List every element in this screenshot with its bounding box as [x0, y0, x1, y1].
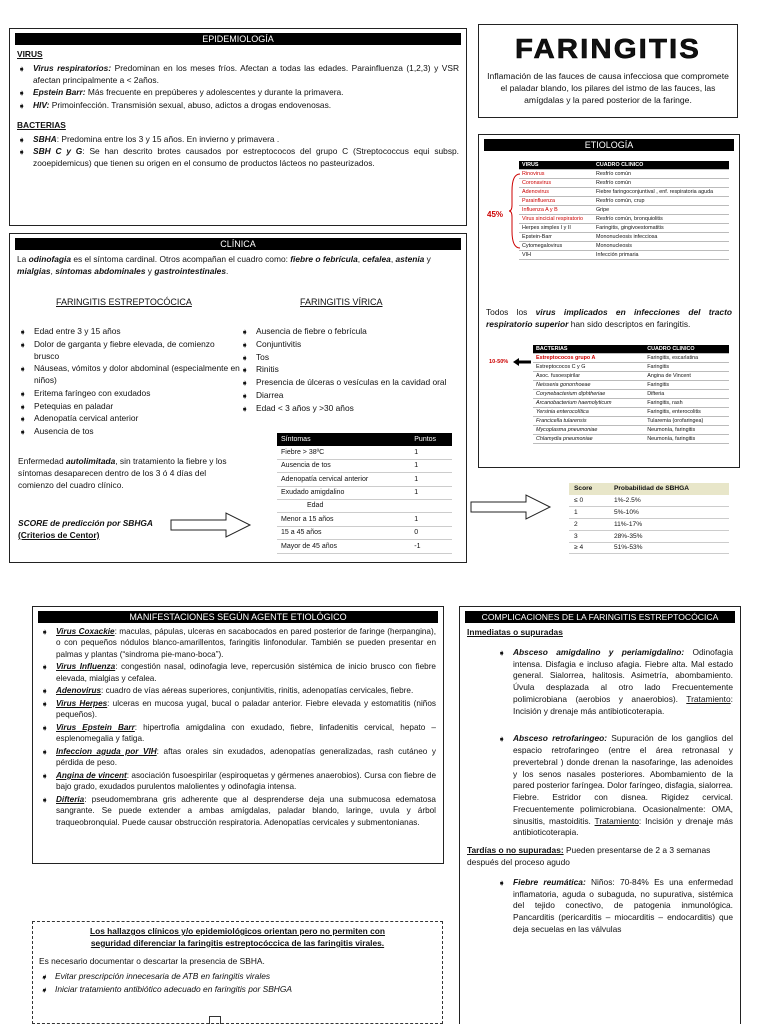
- list-item: [17, 87, 459, 99]
- item-text: Niños: 70-84% Es una enfermedad inflamatoria, aguda o subaguda, no supurativa, sistémica del tejido conectivo, de patogenia inmunológica. Pancarditis (pericarditis – miocarditis – endocarditis) que deja secuelas en las válvulas: [513, 876, 733, 934]
- table-row: [277, 526, 452, 539]
- right-arrow-icon: [170, 512, 252, 538]
- immediate-heading: Inmediatas o supuradas: [467, 627, 563, 637]
- table-row: [277, 500, 452, 513]
- item-text: : Se han descrito brotes causados por estreptococos del grupo C (Streptococcus equi subsp. zooepidemicus) que tienen su origen en el consumo de productos lácteos no pasteurizados.: [33, 146, 459, 169]
- table-cell: Influenza A y B: [519, 206, 593, 215]
- strep-list: [18, 326, 242, 439]
- text-span: Todos los: [486, 307, 536, 317]
- note-list: [39, 971, 436, 996]
- table-cell: -1: [410, 540, 452, 553]
- viral-list: [240, 326, 462, 415]
- item-treatment: Tratamiento: [594, 815, 639, 826]
- list-item: ➧ Dolor de garganta y fiebre elevada, de comienzo brusco: [18, 339, 242, 363]
- item-text: : pseudomembrana gris adherente que al desprenderse deja una submucosa edematosa sangrante. Se puede extender a ambas amígdalas, paladar blando, laringe, uvula y árbol traqueobronquial. Puede causar obstrucción respiratoria. Adenopatías cervicales y submentonianas.: [56, 794, 436, 827]
- text-span: La: [17, 254, 29, 264]
- table-cell: Infección primaria: [593, 251, 729, 260]
- table-cell: 1: [410, 446, 452, 459]
- table-row: [533, 417, 729, 426]
- item-label: Virus respiratorios:: [33, 62, 112, 73]
- table-cell: Arcanobacterium haemolyticum: [533, 399, 644, 408]
- table-cell: Mayor de 45 años: [277, 540, 410, 553]
- list-item: [17, 146, 459, 170]
- table-row: [277, 446, 452, 459]
- table-row: [533, 381, 729, 390]
- item-label: Infeccion aguda por VIH: [56, 746, 157, 756]
- item-label: Virus Herpes: [56, 698, 108, 708]
- prob-body: [569, 495, 729, 554]
- table-cell: Asoc. fusoespirilar: [533, 372, 644, 381]
- virus-percent: 45%: [487, 210, 504, 219]
- list-item: [40, 626, 436, 660]
- list-item: ➧ Evitar prescripción innecesaria de ATB en faringitis virales: [39, 971, 436, 983]
- emphasis-text: astenia: [395, 254, 425, 264]
- table-cell: Neisseria gonorrhoeae: [533, 381, 644, 390]
- bacteria-subheading: BACTERIAS: [17, 119, 66, 130]
- item-label: SBH C y G: [33, 146, 83, 157]
- table-row: [277, 473, 452, 486]
- late-list: [467, 877, 733, 936]
- table-row: [519, 179, 729, 188]
- definition-text: Inflamación de las fauces de causa infecciosa que compromete el paladar blando, los pilares del istmo de las fauces, las amígdalas y la pared posterior de la faringe.: [487, 71, 729, 106]
- etiology-note: [479, 307, 739, 331]
- right-arrow-icon: [470, 494, 552, 520]
- list-item: ➧ Iniciar tratamiento antibiótico adecuado en faringitis por SBHGA: [39, 984, 436, 996]
- item-treatment: Tratamiento: [686, 693, 731, 704]
- table-row: [277, 486, 452, 499]
- table-cell: Yersinia enterocolítica: [533, 408, 644, 417]
- table-cell: Corynebacterium diphtheriae: [533, 390, 644, 399]
- list-item: ➧ Diarrea: [240, 390, 462, 402]
- table-cell: 15 a 45 años: [277, 526, 410, 539]
- manifestations-panel: [32, 606, 444, 864]
- table-cell: Mononucleosis infecciosa: [593, 233, 729, 242]
- text-span: ,: [50, 265, 56, 276]
- title-panel: [478, 24, 738, 118]
- table-cell: 0: [410, 526, 452, 539]
- table-cell: Coronavirus: [519, 179, 593, 188]
- table-row: [569, 542, 729, 554]
- note-box: [32, 921, 443, 1024]
- item-text: : aftas orales sin exudados, adenopatías generalizadas, rash cutáneo y pérdida de peso.: [56, 746, 436, 768]
- list-item: ➧ Adenopatía cervical anterior: [18, 413, 242, 425]
- centor-col-points: Puntos: [410, 433, 452, 446]
- list-item: [17, 134, 459, 146]
- table-cell: Tularemia (orofaringea): [644, 417, 729, 426]
- list-item: [497, 877, 733, 936]
- probability-table: [569, 483, 729, 554]
- clinical-intro: [10, 254, 466, 278]
- table-row: [569, 519, 729, 531]
- list-item: ➧ Ausencia de tos: [18, 426, 242, 438]
- emphasis-text: fiebre o febrícula: [290, 254, 358, 264]
- list-item: ➧ Eritema faríngeo con exudados: [18, 388, 242, 400]
- list-item: ➧ Rinitis: [240, 364, 462, 376]
- table-row: [519, 170, 729, 179]
- list-item: [40, 722, 436, 745]
- emphasis-text: síntomas abdominales: [55, 265, 146, 276]
- table-cell: VIH: [519, 251, 593, 260]
- virus-table: [519, 161, 729, 260]
- emphasis-text: virus implicados en infecciones del tracto respiratorio superior: [486, 307, 732, 329]
- table-cell: 51%-53%: [609, 542, 729, 554]
- table-cell: 1: [410, 486, 452, 499]
- table-row: [533, 354, 729, 363]
- table-row: [519, 206, 729, 215]
- table-cell: Epstein-Barr: [519, 233, 593, 242]
- item-label: Epstein Barr:: [33, 87, 86, 98]
- item-text: : cuadro de vías aéreas superiores, conjuntivitis, rinitis, adenopatías cervicales, fiebre.: [101, 686, 414, 696]
- late-desc: Pueden presentarse de 2 a 3 semanas después del proceso agudo: [467, 845, 711, 868]
- text-span: han sido descriptos en faringitis.: [568, 318, 691, 329]
- etiology-panel: [478, 134, 740, 468]
- table-cell: 2: [569, 519, 609, 531]
- prob-col-score: Score: [569, 483, 609, 495]
- table-cell: Virus sincicial respiratorio: [519, 215, 593, 224]
- table-cell: Fiebre faringoconjuntival , enf. respiratoria aguda: [593, 188, 729, 197]
- table-row: [519, 197, 729, 206]
- item-label: HIV:: [33, 100, 50, 111]
- table-cell: Faringitis: [644, 381, 729, 390]
- table-cell: Faringitis: [644, 363, 729, 372]
- table-cell: Gripe: [593, 206, 729, 215]
- table-row: [519, 242, 729, 251]
- table-row: [519, 188, 729, 197]
- table-cell: Resfrío común, crup: [593, 197, 729, 206]
- item-text: Odinofagia intensa. Disfagia e incluso afagia. Fiebre alta. Mal estado general. Sialorrea, halitosis. Asimetría, abombamiento. Úvula desplazada al otro lado Frecuentemente polimicrobiana (aerobios y anaerobios).: [513, 646, 733, 704]
- table-row: [569, 530, 729, 542]
- table-cell: Resfrío común: [593, 170, 729, 179]
- list-item: [40, 661, 436, 684]
- viral-heading: FARINGITIS VÍRICA: [300, 297, 383, 307]
- score-label-line2: (Criterios de Centor): [18, 529, 100, 540]
- immediate-list: [467, 647, 733, 839]
- bacteria-clinical-col: CUADRO CLINICO: [644, 345, 729, 354]
- note-body: Es necesario documentar o descartar la presencia de SBHA.: [39, 955, 265, 966]
- list-item: ➧ Náuseas, vómitos y dolor abdominal (especialmente en niños): [18, 363, 242, 387]
- autolimited-note: [18, 456, 242, 491]
- score-label-line1: SCORE de predicción por SBHGA: [18, 518, 153, 528]
- epi-virus-list: [17, 63, 459, 112]
- table-cell: 1%-2.5%: [609, 495, 729, 507]
- complications-header: COMPLICACIONES DE LA FARINGITIS ESTREPTOCÓCICA: [465, 611, 735, 623]
- table-cell: Menor a 15 años: [277, 513, 410, 526]
- table-cell: Faringitis, rash: [644, 399, 729, 408]
- table-cell: Chlamydia pneumoniae: [533, 435, 644, 444]
- late-heading: Tardías o no supuradas:: [467, 845, 564, 856]
- text-span: ,: [390, 254, 396, 264]
- bacteria-table: [533, 345, 729, 444]
- text-span: .: [226, 265, 229, 276]
- text-span: Enfermedad: [18, 456, 66, 466]
- item-text: : Incisión y drenaje más antibioticoterapia.: [513, 693, 733, 716]
- text-span: es el síntoma cardinal. Otros acompañan el cuadro como:: [71, 254, 291, 264]
- list-item: ➧ Ausencia de fiebre o febrícula: [240, 326, 462, 338]
- list-item: [40, 770, 436, 793]
- table-cell: Francicella tularensis: [533, 417, 644, 426]
- centor-table: [277, 433, 452, 554]
- table-cell: Mycoplasma pneumoniae: [533, 426, 644, 435]
- complication-item: [497, 647, 733, 718]
- table-row: [533, 372, 729, 381]
- table-cell: 1: [569, 507, 609, 519]
- table-row: [569, 495, 729, 507]
- item-text: : ulceras en mucosa yugal, bucal o paladar anterior. Fiebre elevada y estomatitis (niños pequeños).: [56, 698, 436, 720]
- item-text: Más frecuente en prepúberes y adolescentes y durante la primavera.: [85, 87, 344, 98]
- table-cell: Difteria: [644, 390, 729, 399]
- table-cell: Rinovirus: [519, 170, 593, 179]
- list-item: [40, 685, 436, 696]
- table-cell: 5%-10%: [609, 507, 729, 519]
- table-cell: 1: [410, 513, 452, 526]
- table-cell: Faringitis, enterocolitis: [644, 408, 729, 417]
- item-label: Angina de vincent: [56, 770, 127, 780]
- table-row: [277, 459, 452, 472]
- emphasis-text: autolimitada: [65, 456, 116, 466]
- table-row: [277, 540, 452, 553]
- prob-col-probability: Probabilidad de SBHGA: [609, 483, 729, 495]
- table-row: [533, 426, 729, 435]
- complication-item: [497, 733, 733, 839]
- table-cell: Resfrío común: [593, 179, 729, 188]
- list-item: [40, 746, 436, 769]
- item-label: SBHA: [33, 133, 57, 144]
- item-text: : Predomina entre los 3 y 15 años. En invierno y primavera .: [56, 133, 280, 144]
- table-cell: Faringitis, escarlatina: [644, 354, 729, 363]
- table-cell: Estreptococos grupo A: [533, 354, 644, 363]
- table-row: [569, 507, 729, 519]
- item-label: Virus Coxackie: [56, 627, 115, 636]
- clinical-header: CLÍNICA: [15, 238, 461, 250]
- table-row: [519, 224, 729, 233]
- list-item: [40, 794, 436, 828]
- table-cell: 28%-35%: [609, 530, 729, 542]
- list-item: ➧ Tos: [240, 352, 462, 364]
- item-label: Absceso retrofaringeo:: [513, 733, 608, 744]
- epidemiology-panel: [9, 28, 467, 226]
- table-row: [519, 233, 729, 242]
- item-label: Virus Influenza: [56, 662, 116, 672]
- emphasis-text: odinofagia: [28, 254, 71, 264]
- item-text: Primoinfección. Transmisión sexual, abuso, adictos a drogas endovenosas.: [49, 100, 332, 111]
- table-cell: Adenovirus: [519, 188, 593, 197]
- item-label: Difteria: [56, 794, 85, 804]
- small-box-icon: [209, 1016, 221, 1024]
- etiology-header: ETIOLOGÍA: [484, 139, 734, 151]
- item-text: : congestión nasal, odinofagia leve, repercusión sistémica de inicio brusco con fiebre elevada, mialgias y cefalea.: [56, 662, 436, 683]
- item-label: Fiebre reumática:: [513, 876, 586, 887]
- table-cell: Herpes simples I y II: [519, 224, 593, 233]
- text-span: , sin tratamiento la fiebre y los síntomas desaparecen dentro de los 3 ó 4 días del comienzo del cuadro clínico.: [18, 456, 227, 490]
- table-cell: Resfrío común, bronquiolitis: [593, 215, 729, 224]
- table-row: [533, 363, 729, 372]
- item-text: : maculas, pápulas, ulceras en sacabocados en pared posterior de faringe (herpangina), o con pequeños nódulos blanco-amarillentos, faringitis linfonodular. También se pueden presentar en palmas y plantas (“sindroma pie-mano-boca”).: [56, 627, 436, 659]
- table-row: [533, 435, 729, 444]
- table-cell: Parainfluenza: [519, 197, 593, 206]
- list-item: [17, 63, 459, 87]
- epidemiology-header: EPIDEMIOLOGÍA: [15, 33, 461, 45]
- bacteria-percent: 10-50%: [489, 359, 509, 365]
- table-cell: Faringitis, gingivoestomatitis: [593, 224, 729, 233]
- table-row: [533, 390, 729, 399]
- text-span: y: [424, 254, 431, 264]
- list-item: [17, 100, 459, 112]
- emphasis-text: cefalea: [362, 254, 391, 264]
- table-cell: ≤ 0: [569, 495, 609, 507]
- table-cell: Neumonía, faringitis: [644, 426, 729, 435]
- item-label: Adenovirus: [56, 686, 102, 696]
- complications-panel: [459, 606, 741, 1024]
- item-text: : Incisión y drenaje más antibioticoterapia.: [513, 815, 733, 838]
- virus-subheading: VIRUS: [17, 49, 43, 59]
- table-cell: 1: [410, 473, 452, 486]
- item-label: Virus Epstein Barr: [56, 722, 135, 732]
- table-cell: Ausencia de tos: [277, 459, 410, 472]
- table-row: [533, 408, 729, 417]
- virus-col: VIRUS: [519, 161, 593, 170]
- note-heading: Los hallazgos clínicos y/o epidemiológicos orientan pero no permiten con seguridad diferenciar la faringitis estreptocóccica de las faringitis virales.: [89, 926, 386, 948]
- table-cell: Edad: [277, 500, 410, 513]
- table-cell: Exudado amigdalino: [277, 486, 410, 499]
- list-item: ➧ Presencia de úlceras o vesículas en la cavidad oral: [240, 377, 462, 389]
- bacteria-body: [533, 354, 729, 444]
- virus-body: [519, 170, 729, 260]
- table-row: [277, 513, 452, 526]
- item-text: Predominan en los meses fríos. Afectan a todas las edades. Parainfluenza (1,2,3) y VSR afectan principalmente a < 2años.: [33, 62, 459, 85]
- text-span: ,: [357, 254, 363, 264]
- list-item: ➧ Conjuntivitis: [240, 339, 462, 351]
- epi-bacteria-list: [17, 134, 459, 170]
- table-cell: 1: [410, 459, 452, 472]
- bacteria-col: BACTERIAS: [533, 345, 644, 354]
- list-item: ➧ Petequias en paladar: [18, 401, 242, 413]
- centor-body: [277, 446, 452, 553]
- table-cell: Cytomegalovirus: [519, 242, 593, 251]
- clinical-panel: [9, 233, 467, 563]
- centor-col-symptoms: Síntomas: [277, 433, 410, 446]
- list-item: [40, 698, 436, 721]
- manifestations-list: [33, 626, 443, 828]
- table-cell: Estreptococos C y G: [533, 363, 644, 372]
- table-row: [519, 251, 729, 260]
- score-label: [18, 518, 153, 542]
- table-cell: Fiebre > 38ºC: [277, 446, 410, 459]
- item-text: Supuración de los ganglios del espacio retrofaringeo (entre el área retronasal y prevertebral ) donde drenan la nasofaringe, las adenoides y los senos nasales posteriores. Abombamiento de la pared posterior faríngea. Dolor faríngeo, disfagia, sialorrea. Fiebre. Estridor con disnea. Rigidez cervical. Frecuentemente polimicrobiana. Ocasionalmente: OMA, sinusitis, mastoiditis.: [513, 733, 733, 826]
- item-text: : asociación fusoespirilar (espiroquetas y gérmenes anaerobios). Cursa con fiebre de bajo grado, exudados purulentos malolientes y odinofagia intensa.: [56, 770, 436, 792]
- strep-heading: FARINGITIS ESTREPTOCÓCICA: [56, 297, 192, 307]
- table-cell: 3: [569, 530, 609, 542]
- page-title: FARINGITIS: [515, 33, 701, 64]
- left-arrow-icon: [513, 358, 531, 366]
- item-label: Absceso amigdalino y periamigdalino:: [513, 646, 685, 657]
- emphasis-text: gastrointestinales: [154, 265, 227, 276]
- table-row: [519, 215, 729, 224]
- table-cell: Mononucleosis: [593, 242, 729, 251]
- list-item: ➧ Edad entre 3 y 15 años: [18, 326, 242, 338]
- table-row: [533, 399, 729, 408]
- table-cell: ≥ 4: [569, 542, 609, 554]
- text-span: y: [145, 265, 155, 276]
- late-text: [467, 845, 733, 869]
- emphasis-text: mialgias: [17, 265, 51, 276]
- item-text: : hipertrofia amigdalina con exudado, fiebre, linfadenitis cervical, hepato – esplenomegalia y fatiga.: [56, 722, 436, 744]
- table-cell: Neumonía, faringitis: [644, 435, 729, 444]
- manifestations-header: MANIFESTACIONES SEGÚN AGENTE ETIOLÓGICO: [38, 611, 438, 623]
- table-cell: Angina de Vincent: [644, 372, 729, 381]
- table-cell: Adenopatía cervical anterior: [277, 473, 410, 486]
- table-cell: [410, 500, 452, 513]
- list-item: ➧ Edad < 3 años y >30 años: [240, 403, 462, 415]
- virus-clinical-col: CUADRO CLINICO: [593, 161, 729, 170]
- table-cell: 11%-17%: [609, 519, 729, 531]
